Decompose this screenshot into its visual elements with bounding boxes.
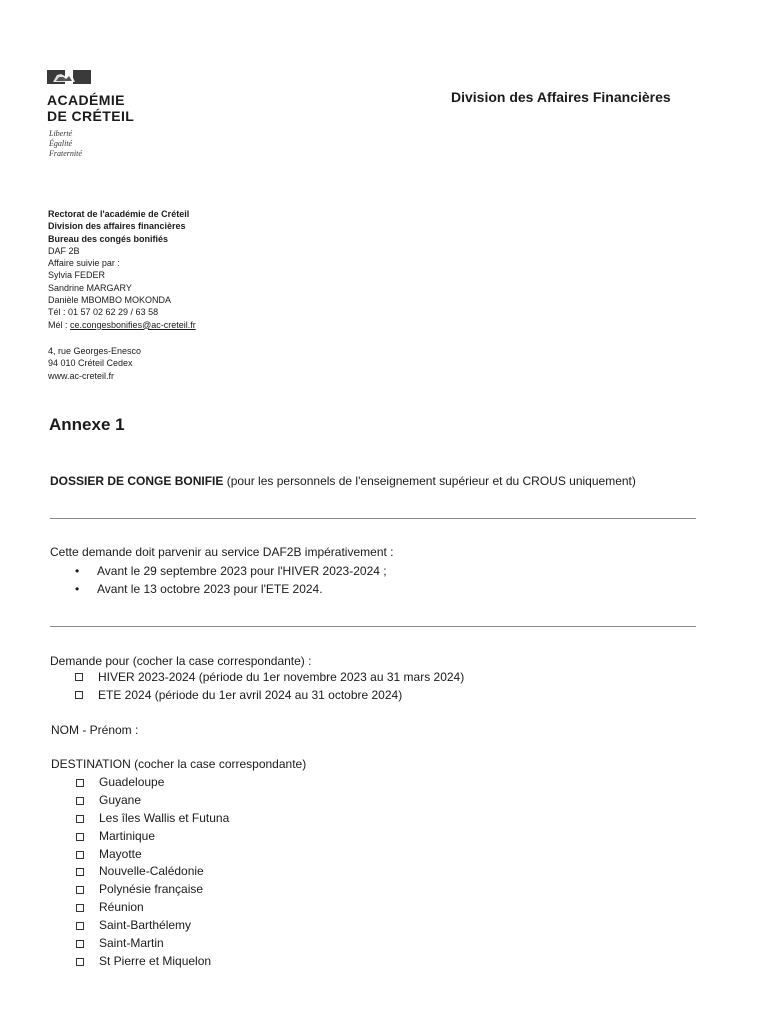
bullet-icon: • [75,564,80,578]
bullet-icon: • [75,582,80,596]
checkbox[interactable] [76,958,84,966]
sender-line: Bureau des congés bonifiés [48,233,169,244]
contact-name: Danièle MBOMBO MOKONDA [48,295,172,306]
phone-number: Tél : 01 57 02 62 29 / 63 58 [48,307,159,318]
dossier-title-bold: DOSSIER DE CONGE BONIFIE [50,474,224,488]
checkbox[interactable] [76,940,84,948]
logo-name: ACADÉMIE DE CRÉTEIL [47,92,135,124]
checkbox[interactable] [75,691,83,699]
sender-block [48,208,196,331]
checkbox[interactable] [76,815,84,823]
checkbox[interactable] [76,904,84,912]
sender-line: Rectorat de l'académie de Créteil [48,209,190,219]
email-link[interactable]: ce.congesbonifies@ac-creteil.fr [70,319,196,330]
checkbox[interactable] [75,673,83,681]
checkbox[interactable] [76,779,84,787]
deadline-item: • Avant le 13 octobre 2023 pour l'ETE 2024. [75,582,323,596]
checkbox[interactable] [76,833,84,841]
followed-by-label: Affaire suivie par : [48,258,120,269]
nom-prenom-label: NOM - Prénom : [51,723,139,737]
checkbox[interactable] [76,797,84,805]
division-title: Division des Affaires Financières [451,89,671,105]
annexe-title: Annexe 1 [49,415,125,434]
dossier-title [50,474,636,488]
logo-motto: Liberté Égalité Fraternité [49,129,82,158]
checkbox[interactable] [76,922,84,930]
address-street: 4, rue Georges-Enesco [48,346,142,356]
contact-name: Sylvia FEDER [48,270,106,281]
checkbox[interactable] [76,851,84,859]
address-block [48,345,141,382]
demande-label: Demande pour (cocher la case correspondante) : [50,654,312,668]
contact-name: Sandrine MARGARY [48,282,132,293]
divider [50,626,696,627]
checkbox[interactable] [76,868,84,876]
sender-line: Division des affaires financières [48,221,186,232]
divider [50,518,696,519]
website: www.ac-creteil.fr [48,370,115,381]
dossier-subtitle: (pour les personnels de l'enseignement supérieur et du CROUS uniquement) [223,474,636,488]
deadline-intro: Cette demande doit parvenir au service DAF2B impérativement : [50,545,394,559]
email-label: Mél : [48,319,71,330]
sender-line: DAF 2B [48,245,80,256]
deadline-item: • Avant le 29 septembre 2023 pour l'HIVER 2023-2024 ; [75,564,387,578]
destination-label: DESTINATION (cocher la case correspondante) [51,757,307,771]
marianne-icon [47,70,91,84]
email-line [48,319,196,331]
checkbox[interactable] [76,886,84,894]
address-city: 94 010 Créteil Cedex [48,358,133,369]
